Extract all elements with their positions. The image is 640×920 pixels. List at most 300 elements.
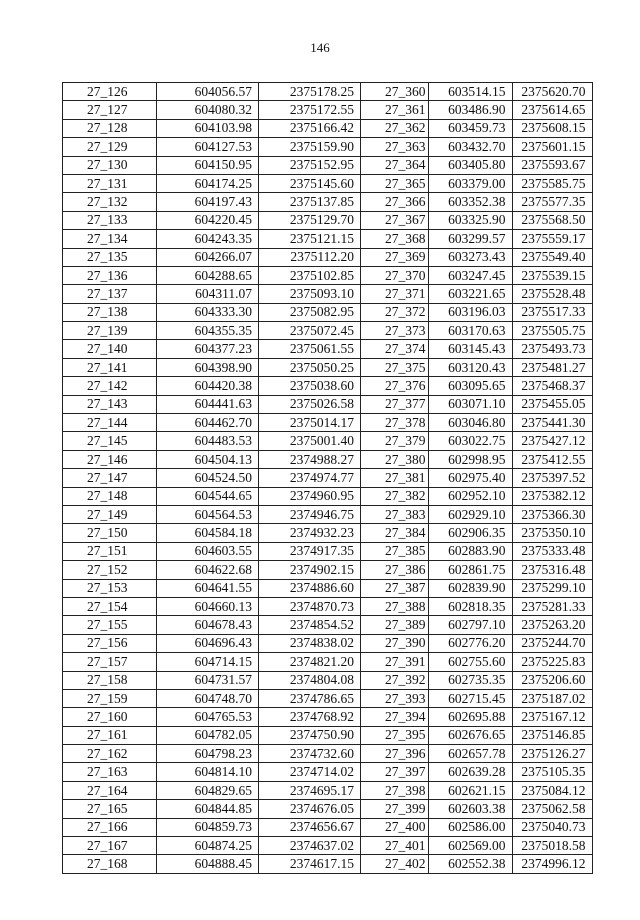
left-y-coordinate: 2374974.77 xyxy=(259,469,361,487)
right-x-coordinate: 603071.10 xyxy=(428,395,512,413)
left-point-id: 27_138 xyxy=(63,303,157,321)
right-x-coordinate: 603379.00 xyxy=(428,174,512,192)
right-point-id: 27_373 xyxy=(361,322,429,340)
left-point-id: 27_155 xyxy=(63,616,157,634)
left-y-coordinate: 2375072.45 xyxy=(259,322,361,340)
right-point-id: 27_394 xyxy=(361,708,429,726)
left-x-coordinate: 604584.18 xyxy=(157,524,259,542)
left-point-id: 27_164 xyxy=(63,781,157,799)
table-row xyxy=(63,818,593,836)
left-x-coordinate: 604844.85 xyxy=(157,800,259,818)
right-point-id: 27_388 xyxy=(361,597,429,615)
left-point-id: 27_151 xyxy=(63,542,157,560)
left-y-coordinate: 2375152.95 xyxy=(259,156,361,174)
left-x-coordinate: 604220.45 xyxy=(157,211,259,229)
table-row xyxy=(63,211,593,229)
right-y-coordinate: 2375187.02 xyxy=(512,689,592,707)
left-point-id: 27_139 xyxy=(63,322,157,340)
right-y-coordinate: 2375493.73 xyxy=(512,340,592,358)
left-point-id: 27_156 xyxy=(63,634,157,652)
right-y-coordinate: 2375505.75 xyxy=(512,322,592,340)
left-x-coordinate: 604355.35 xyxy=(157,322,259,340)
table-row xyxy=(63,119,593,137)
table-row xyxy=(63,156,593,174)
left-x-coordinate: 604678.43 xyxy=(157,616,259,634)
right-y-coordinate: 2375206.60 xyxy=(512,671,592,689)
right-x-coordinate: 602776.20 xyxy=(428,634,512,652)
right-point-id: 27_361 xyxy=(361,101,429,119)
right-point-id: 27_385 xyxy=(361,542,429,560)
right-point-id: 27_372 xyxy=(361,303,429,321)
table-row xyxy=(63,708,593,726)
right-point-id: 27_364 xyxy=(361,156,429,174)
left-y-coordinate: 2375082.95 xyxy=(259,303,361,321)
left-y-coordinate: 2374714.02 xyxy=(259,763,361,781)
right-y-coordinate: 2375528.48 xyxy=(512,285,592,303)
table-row xyxy=(63,597,593,615)
left-x-coordinate: 604814.10 xyxy=(157,763,259,781)
right-point-id: 27_397 xyxy=(361,763,429,781)
table-row xyxy=(63,450,593,468)
right-point-id: 27_400 xyxy=(361,818,429,836)
left-point-id: 27_161 xyxy=(63,726,157,744)
left-point-id: 27_162 xyxy=(63,745,157,763)
right-x-coordinate: 602998.95 xyxy=(428,450,512,468)
right-y-coordinate: 2375468.37 xyxy=(512,377,592,395)
right-point-id: 27_376 xyxy=(361,377,429,395)
left-point-id: 27_160 xyxy=(63,708,157,726)
table-row xyxy=(63,781,593,799)
right-x-coordinate: 603459.73 xyxy=(428,119,512,137)
right-y-coordinate: 2375577.35 xyxy=(512,193,592,211)
right-y-coordinate: 2375126.27 xyxy=(512,745,592,763)
right-y-coordinate: 2375441.30 xyxy=(512,414,592,432)
left-y-coordinate: 2374732.60 xyxy=(259,745,361,763)
right-point-id: 27_402 xyxy=(361,855,429,873)
table-row xyxy=(63,230,593,248)
right-y-coordinate: 2375281.33 xyxy=(512,597,592,615)
right-x-coordinate: 602657.78 xyxy=(428,745,512,763)
right-point-id: 27_386 xyxy=(361,561,429,579)
left-x-coordinate: 604420.38 xyxy=(157,377,259,395)
left-y-coordinate: 2374838.02 xyxy=(259,634,361,652)
right-x-coordinate: 603221.65 xyxy=(428,285,512,303)
right-x-coordinate: 603170.63 xyxy=(428,322,512,340)
left-point-id: 27_127 xyxy=(63,101,157,119)
right-point-id: 27_371 xyxy=(361,285,429,303)
right-x-coordinate: 603405.80 xyxy=(428,156,512,174)
right-x-coordinate: 602975.40 xyxy=(428,469,512,487)
right-x-coordinate: 603352.38 xyxy=(428,193,512,211)
table-row xyxy=(63,837,593,855)
left-x-coordinate: 604266.07 xyxy=(157,248,259,266)
right-point-id: 27_390 xyxy=(361,634,429,652)
table-row xyxy=(63,285,593,303)
right-y-coordinate: 2375549.40 xyxy=(512,248,592,266)
left-x-coordinate: 604782.05 xyxy=(157,726,259,744)
table-row xyxy=(63,745,593,763)
left-y-coordinate: 2375093.10 xyxy=(259,285,361,303)
right-y-coordinate: 2375481.27 xyxy=(512,358,592,376)
right-x-coordinate: 603325.90 xyxy=(428,211,512,229)
left-x-coordinate: 604874.25 xyxy=(157,837,259,855)
right-point-id: 27_391 xyxy=(361,653,429,671)
right-x-coordinate: 602621.15 xyxy=(428,781,512,799)
right-y-coordinate: 2375601.15 xyxy=(512,138,592,156)
right-x-coordinate: 602676.65 xyxy=(428,726,512,744)
right-x-coordinate: 602839.90 xyxy=(428,579,512,597)
right-x-coordinate: 602818.35 xyxy=(428,597,512,615)
left-x-coordinate: 604150.95 xyxy=(157,156,259,174)
table-row xyxy=(63,101,593,119)
left-point-id: 27_141 xyxy=(63,358,157,376)
right-x-coordinate: 602952.10 xyxy=(428,487,512,505)
left-x-coordinate: 604127.53 xyxy=(157,138,259,156)
right-y-coordinate: 2375412.55 xyxy=(512,450,592,468)
left-x-coordinate: 604888.45 xyxy=(157,855,259,873)
table-row xyxy=(63,395,593,413)
right-y-coordinate: 2375455.05 xyxy=(512,395,592,413)
left-x-coordinate: 604056.57 xyxy=(157,83,259,101)
right-x-coordinate: 603486.90 xyxy=(428,101,512,119)
right-point-id: 27_360 xyxy=(361,83,429,101)
table-row xyxy=(63,726,593,744)
table-row xyxy=(63,83,593,101)
right-x-coordinate: 603046.80 xyxy=(428,414,512,432)
right-point-id: 27_363 xyxy=(361,138,429,156)
right-point-id: 27_383 xyxy=(361,505,429,523)
right-y-coordinate: 2375614.65 xyxy=(512,101,592,119)
left-y-coordinate: 2375014.17 xyxy=(259,414,361,432)
right-x-coordinate: 602639.28 xyxy=(428,763,512,781)
left-x-coordinate: 604622.68 xyxy=(157,561,259,579)
right-x-coordinate: 602586.00 xyxy=(428,818,512,836)
right-x-coordinate: 603145.43 xyxy=(428,340,512,358)
page-number: 146 xyxy=(310,40,330,55)
right-point-id: 27_370 xyxy=(361,266,429,284)
left-point-id: 27_163 xyxy=(63,763,157,781)
left-y-coordinate: 2374854.52 xyxy=(259,616,361,634)
left-x-coordinate: 604603.55 xyxy=(157,542,259,560)
right-x-coordinate: 602695.88 xyxy=(428,708,512,726)
right-y-coordinate: 2375084.12 xyxy=(512,781,592,799)
right-y-coordinate: 2375620.70 xyxy=(512,83,592,101)
right-x-coordinate: 602715.45 xyxy=(428,689,512,707)
right-point-id: 27_392 xyxy=(361,671,429,689)
left-point-id: 27_159 xyxy=(63,689,157,707)
right-x-coordinate: 602552.38 xyxy=(428,855,512,873)
right-x-coordinate: 602929.10 xyxy=(428,505,512,523)
left-point-id: 27_126 xyxy=(63,83,157,101)
left-x-coordinate: 604174.25 xyxy=(157,174,259,192)
right-y-coordinate: 2375585.75 xyxy=(512,174,592,192)
table-row xyxy=(63,414,593,432)
right-point-id: 27_378 xyxy=(361,414,429,432)
left-y-coordinate: 2375129.70 xyxy=(259,211,361,229)
left-x-coordinate: 604524.50 xyxy=(157,469,259,487)
left-point-id: 27_130 xyxy=(63,156,157,174)
left-y-coordinate: 2375178.25 xyxy=(259,83,361,101)
left-point-id: 27_158 xyxy=(63,671,157,689)
left-x-coordinate: 604765.53 xyxy=(157,708,259,726)
left-y-coordinate: 2374695.17 xyxy=(259,781,361,799)
table-row xyxy=(63,138,593,156)
left-y-coordinate: 2374768.92 xyxy=(259,708,361,726)
right-point-id: 27_395 xyxy=(361,726,429,744)
left-x-coordinate: 604243.35 xyxy=(157,230,259,248)
left-point-id: 27_128 xyxy=(63,119,157,137)
left-y-coordinate: 2374870.73 xyxy=(259,597,361,615)
left-x-coordinate: 604696.43 xyxy=(157,634,259,652)
table-row xyxy=(63,616,593,634)
left-point-id: 27_140 xyxy=(63,340,157,358)
right-y-coordinate: 2375225.83 xyxy=(512,653,592,671)
coordinates-table xyxy=(62,82,593,874)
right-point-id: 27_365 xyxy=(361,174,429,192)
right-y-coordinate: 2375517.33 xyxy=(512,303,592,321)
left-y-coordinate: 2375145.60 xyxy=(259,174,361,192)
left-x-coordinate: 604544.65 xyxy=(157,487,259,505)
left-x-coordinate: 604288.65 xyxy=(157,266,259,284)
table-row xyxy=(63,542,593,560)
left-point-id: 27_136 xyxy=(63,266,157,284)
left-y-coordinate: 2375137.85 xyxy=(259,193,361,211)
table-row xyxy=(63,671,593,689)
left-x-coordinate: 604311.07 xyxy=(157,285,259,303)
left-x-coordinate: 604398.90 xyxy=(157,358,259,376)
right-point-id: 27_374 xyxy=(361,340,429,358)
left-y-coordinate: 2374932.23 xyxy=(259,524,361,542)
left-y-coordinate: 2374886.60 xyxy=(259,579,361,597)
right-point-id: 27_393 xyxy=(361,689,429,707)
right-point-id: 27_380 xyxy=(361,450,429,468)
table-row xyxy=(63,248,593,266)
left-point-id: 27_146 xyxy=(63,450,157,468)
right-x-coordinate: 602603.38 xyxy=(428,800,512,818)
left-y-coordinate: 2375159.90 xyxy=(259,138,361,156)
right-point-id: 27_401 xyxy=(361,837,429,855)
right-y-coordinate: 2375539.15 xyxy=(512,266,592,284)
left-y-coordinate: 2375061.55 xyxy=(259,340,361,358)
right-x-coordinate: 602797.10 xyxy=(428,616,512,634)
right-point-id: 27_366 xyxy=(361,193,429,211)
left-y-coordinate: 2374902.15 xyxy=(259,561,361,579)
left-x-coordinate: 604103.98 xyxy=(157,119,259,137)
right-y-coordinate: 2375593.67 xyxy=(512,156,592,174)
table-row xyxy=(63,432,593,450)
left-point-id: 27_145 xyxy=(63,432,157,450)
right-y-coordinate: 2375018.58 xyxy=(512,837,592,855)
left-point-id: 27_147 xyxy=(63,469,157,487)
right-point-id: 27_398 xyxy=(361,781,429,799)
left-point-id: 27_129 xyxy=(63,138,157,156)
table-row xyxy=(63,487,593,505)
right-x-coordinate: 603273.43 xyxy=(428,248,512,266)
table-row xyxy=(63,634,593,652)
right-y-coordinate: 2375316.48 xyxy=(512,561,592,579)
left-point-id: 27_157 xyxy=(63,653,157,671)
table-row xyxy=(63,193,593,211)
right-point-id: 27_381 xyxy=(361,469,429,487)
table-row xyxy=(63,800,593,818)
right-x-coordinate: 603196.03 xyxy=(428,303,512,321)
left-x-coordinate: 604564.53 xyxy=(157,505,259,523)
left-x-coordinate: 604748.70 xyxy=(157,689,259,707)
right-point-id: 27_396 xyxy=(361,745,429,763)
left-y-coordinate: 2374676.05 xyxy=(259,800,361,818)
left-y-coordinate: 2375112.20 xyxy=(259,248,361,266)
left-y-coordinate: 2374917.35 xyxy=(259,542,361,560)
left-point-id: 27_137 xyxy=(63,285,157,303)
table-row xyxy=(63,561,593,579)
left-point-id: 27_143 xyxy=(63,395,157,413)
right-y-coordinate: 2375062.58 xyxy=(512,800,592,818)
left-point-id: 27_134 xyxy=(63,230,157,248)
left-y-coordinate: 2374821.20 xyxy=(259,653,361,671)
table-row xyxy=(63,855,593,873)
right-point-id: 27_379 xyxy=(361,432,429,450)
left-y-coordinate: 2374637.02 xyxy=(259,837,361,855)
left-y-coordinate: 2374804.08 xyxy=(259,671,361,689)
right-point-id: 27_389 xyxy=(361,616,429,634)
left-x-coordinate: 604483.53 xyxy=(157,432,259,450)
left-x-coordinate: 604197.43 xyxy=(157,193,259,211)
left-y-coordinate: 2375001.40 xyxy=(259,432,361,450)
left-point-id: 27_168 xyxy=(63,855,157,873)
right-y-coordinate: 2375427.12 xyxy=(512,432,592,450)
right-y-coordinate: 2374996.12 xyxy=(512,855,592,873)
left-point-id: 27_149 xyxy=(63,505,157,523)
right-x-coordinate: 602735.35 xyxy=(428,671,512,689)
table-row xyxy=(63,524,593,542)
right-point-id: 27_367 xyxy=(361,211,429,229)
right-x-coordinate: 603022.75 xyxy=(428,432,512,450)
left-point-id: 27_132 xyxy=(63,193,157,211)
table-row xyxy=(63,340,593,358)
left-y-coordinate: 2375121.15 xyxy=(259,230,361,248)
right-y-coordinate: 2375333.48 xyxy=(512,542,592,560)
left-point-id: 27_167 xyxy=(63,837,157,855)
table-row xyxy=(63,505,593,523)
left-x-coordinate: 604441.63 xyxy=(157,395,259,413)
left-x-coordinate: 604829.65 xyxy=(157,781,259,799)
left-x-coordinate: 604798.23 xyxy=(157,745,259,763)
coordinates-table-body xyxy=(63,83,593,874)
table-row xyxy=(63,653,593,671)
table-row xyxy=(63,469,593,487)
right-x-coordinate: 603299.57 xyxy=(428,230,512,248)
left-y-coordinate: 2375026.58 xyxy=(259,395,361,413)
left-point-id: 27_148 xyxy=(63,487,157,505)
right-x-coordinate: 602861.75 xyxy=(428,561,512,579)
left-y-coordinate: 2374960.95 xyxy=(259,487,361,505)
left-point-id: 27_153 xyxy=(63,579,157,597)
right-x-coordinate: 603432.70 xyxy=(428,138,512,156)
left-point-id: 27_135 xyxy=(63,248,157,266)
table-row xyxy=(63,377,593,395)
left-y-coordinate: 2375050.25 xyxy=(259,358,361,376)
left-point-id: 27_150 xyxy=(63,524,157,542)
table-row xyxy=(63,763,593,781)
table-row xyxy=(63,174,593,192)
left-y-coordinate: 2374750.90 xyxy=(259,726,361,744)
left-y-coordinate: 2375166.42 xyxy=(259,119,361,137)
left-x-coordinate: 604731.57 xyxy=(157,671,259,689)
left-x-coordinate: 604462.70 xyxy=(157,414,259,432)
right-x-coordinate: 602883.90 xyxy=(428,542,512,560)
left-y-coordinate: 2375102.85 xyxy=(259,266,361,284)
left-point-id: 27_133 xyxy=(63,211,157,229)
left-x-coordinate: 604714.15 xyxy=(157,653,259,671)
left-point-id: 27_131 xyxy=(63,174,157,192)
table-row xyxy=(63,303,593,321)
right-point-id: 27_362 xyxy=(361,119,429,137)
right-y-coordinate: 2375263.20 xyxy=(512,616,592,634)
right-point-id: 27_375 xyxy=(361,358,429,376)
left-point-id: 27_152 xyxy=(63,561,157,579)
right-x-coordinate: 603247.45 xyxy=(428,266,512,284)
right-y-coordinate: 2375559.17 xyxy=(512,230,592,248)
right-point-id: 27_387 xyxy=(361,579,429,597)
left-y-coordinate: 2375038.60 xyxy=(259,377,361,395)
left-y-coordinate: 2374617.15 xyxy=(259,855,361,873)
right-y-coordinate: 2375608.15 xyxy=(512,119,592,137)
left-y-coordinate: 2374946.75 xyxy=(259,505,361,523)
table-row xyxy=(63,266,593,284)
right-y-coordinate: 2375568.50 xyxy=(512,211,592,229)
table-row xyxy=(63,579,593,597)
left-y-coordinate: 2374988.27 xyxy=(259,450,361,468)
left-x-coordinate: 604377.23 xyxy=(157,340,259,358)
left-y-coordinate: 2374786.65 xyxy=(259,689,361,707)
right-y-coordinate: 2375350.10 xyxy=(512,524,592,542)
right-point-id: 27_382 xyxy=(361,487,429,505)
left-x-coordinate: 604641.55 xyxy=(157,579,259,597)
right-x-coordinate: 603120.43 xyxy=(428,358,512,376)
left-x-coordinate: 604333.30 xyxy=(157,303,259,321)
right-point-id: 27_384 xyxy=(361,524,429,542)
table-row xyxy=(63,358,593,376)
left-point-id: 27_144 xyxy=(63,414,157,432)
right-y-coordinate: 2375105.35 xyxy=(512,763,592,781)
left-y-coordinate: 2374656.67 xyxy=(259,818,361,836)
right-x-coordinate: 603095.65 xyxy=(428,377,512,395)
right-y-coordinate: 2375299.10 xyxy=(512,579,592,597)
right-y-coordinate: 2375167.12 xyxy=(512,708,592,726)
right-point-id: 27_377 xyxy=(361,395,429,413)
right-x-coordinate: 602569.00 xyxy=(428,837,512,855)
right-x-coordinate: 603514.15 xyxy=(428,83,512,101)
left-point-id: 27_154 xyxy=(63,597,157,615)
right-y-coordinate: 2375382.12 xyxy=(512,487,592,505)
right-point-id: 27_368 xyxy=(361,230,429,248)
right-y-coordinate: 2375366.30 xyxy=(512,505,592,523)
right-point-id: 27_399 xyxy=(361,800,429,818)
left-point-id: 27_142 xyxy=(63,377,157,395)
right-y-coordinate: 2375146.85 xyxy=(512,726,592,744)
left-x-coordinate: 604080.32 xyxy=(157,101,259,119)
left-point-id: 27_165 xyxy=(63,800,157,818)
left-x-coordinate: 604504.13 xyxy=(157,450,259,468)
left-y-coordinate: 2375172.55 xyxy=(259,101,361,119)
right-x-coordinate: 602755.60 xyxy=(428,653,512,671)
left-x-coordinate: 604660.13 xyxy=(157,597,259,615)
left-point-id: 27_166 xyxy=(63,818,157,836)
table-row xyxy=(63,322,593,340)
left-x-coordinate: 604859.73 xyxy=(157,818,259,836)
table-row xyxy=(63,689,593,707)
right-point-id: 27_369 xyxy=(361,248,429,266)
